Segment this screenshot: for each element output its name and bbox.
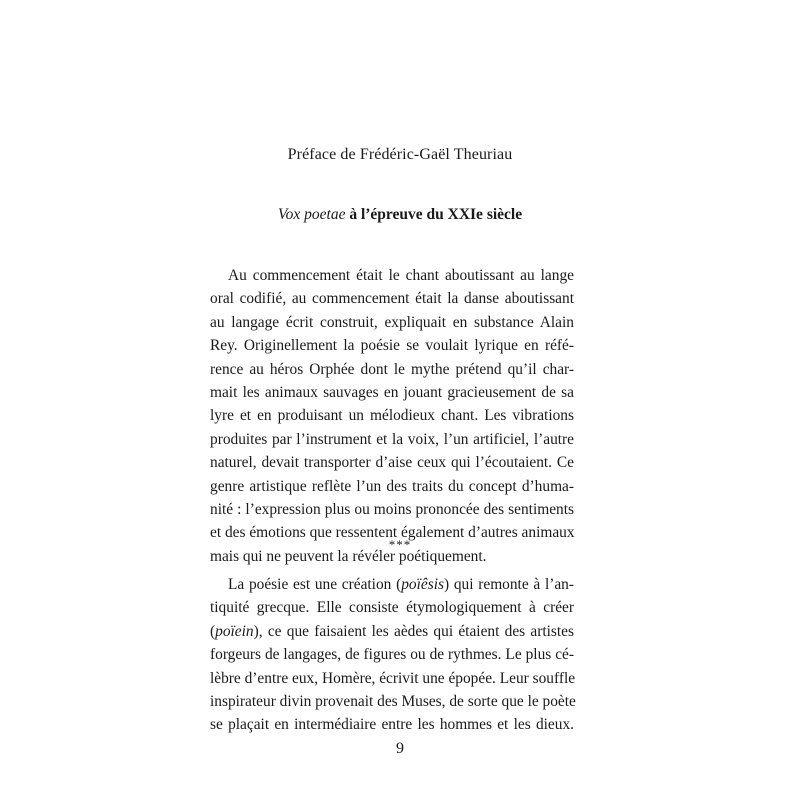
paragraph-line: mait les animaux sauvages en jouant gracieusement de sa: [210, 383, 574, 401]
line-text: (: [210, 622, 216, 640]
section-separator: ***: [388, 537, 412, 552]
paragraph-line: lyre et en produisant un mélodieux chant. Les vibrations: [210, 407, 574, 425]
chapter-title: [0, 206, 800, 224]
greek-term: poïein: [215, 622, 254, 640]
paragraph-line: [210, 620, 574, 643]
paragraph-line: produites par l’instrument et la voix, l’un artificiel, l’autre: [210, 430, 574, 448]
paragraph-line: genre artistique reflète l’un des traits du concept d’huma-: [210, 477, 574, 495]
paragraph-line: Au commencement était le chant aboutissant au lange: [228, 267, 574, 284]
greek-term: poïêsis: [401, 576, 444, 593]
paragraph-line: tiquité grecque. Elle consiste étymologiquement à créer: [210, 599, 574, 617]
paragraph-line: rence au héros Orphée dont le mythe prétend qu’il char-: [210, 360, 574, 378]
paragraph-line: se plaçait en intermédiaire entre les hommes et les dieux.: [210, 716, 574, 734]
paragraph-line: [210, 573, 574, 596]
paragraph-line: nité : l’expression plus ou moins prononcée des sentiments: [210, 500, 574, 518]
line-text: La poésie est une création (: [228, 576, 402, 593]
line-text: ) qui remonte à l’an-: [443, 576, 575, 593]
preface-heading: Préface de Frédéric-Gaël Theuriau: [287, 146, 513, 163]
paragraph-line: naturel, devait transporter d’aise ceux qui l’écoutaient. Ce: [210, 454, 574, 472]
paragraph-line: lèbre d’entre eux, Homère, écrivit une épopée. Leur souffle: [210, 669, 576, 687]
paragraph-line: Rey. Originellement la poésie se voulait lyrique en réfé-: [210, 337, 574, 355]
chapter-title-italic: Vox poetae: [277, 206, 346, 223]
paragraph-line: au langage écrit construit, expliquait en substance Alain: [210, 313, 574, 331]
paragraph-line: inspirateur divin provenait des Muses, de sorte que le poète: [210, 692, 576, 710]
line-text: ), ce que faisaient les aèdes qui étaient des artistes: [253, 622, 574, 640]
page-number: 9: [396, 740, 404, 757]
paragraph-line: oral codifié, au commencement était la danse aboutissant: [210, 290, 574, 308]
paragraph-2: [210, 573, 574, 737]
paragraph-line: et des émotions que ressentent également d’autres animaux: [210, 524, 575, 542]
paragraph-line: mais qui ne peuvent la révéler poétiquement.: [210, 547, 487, 565]
paragraph-1: [210, 264, 574, 568]
chapter-title-bold: à l’épreuve du XXIe siècle: [345, 206, 523, 223]
paragraph-line: forgeurs de langages, de figures ou de rythmes. Le plus cé-: [210, 646, 574, 664]
